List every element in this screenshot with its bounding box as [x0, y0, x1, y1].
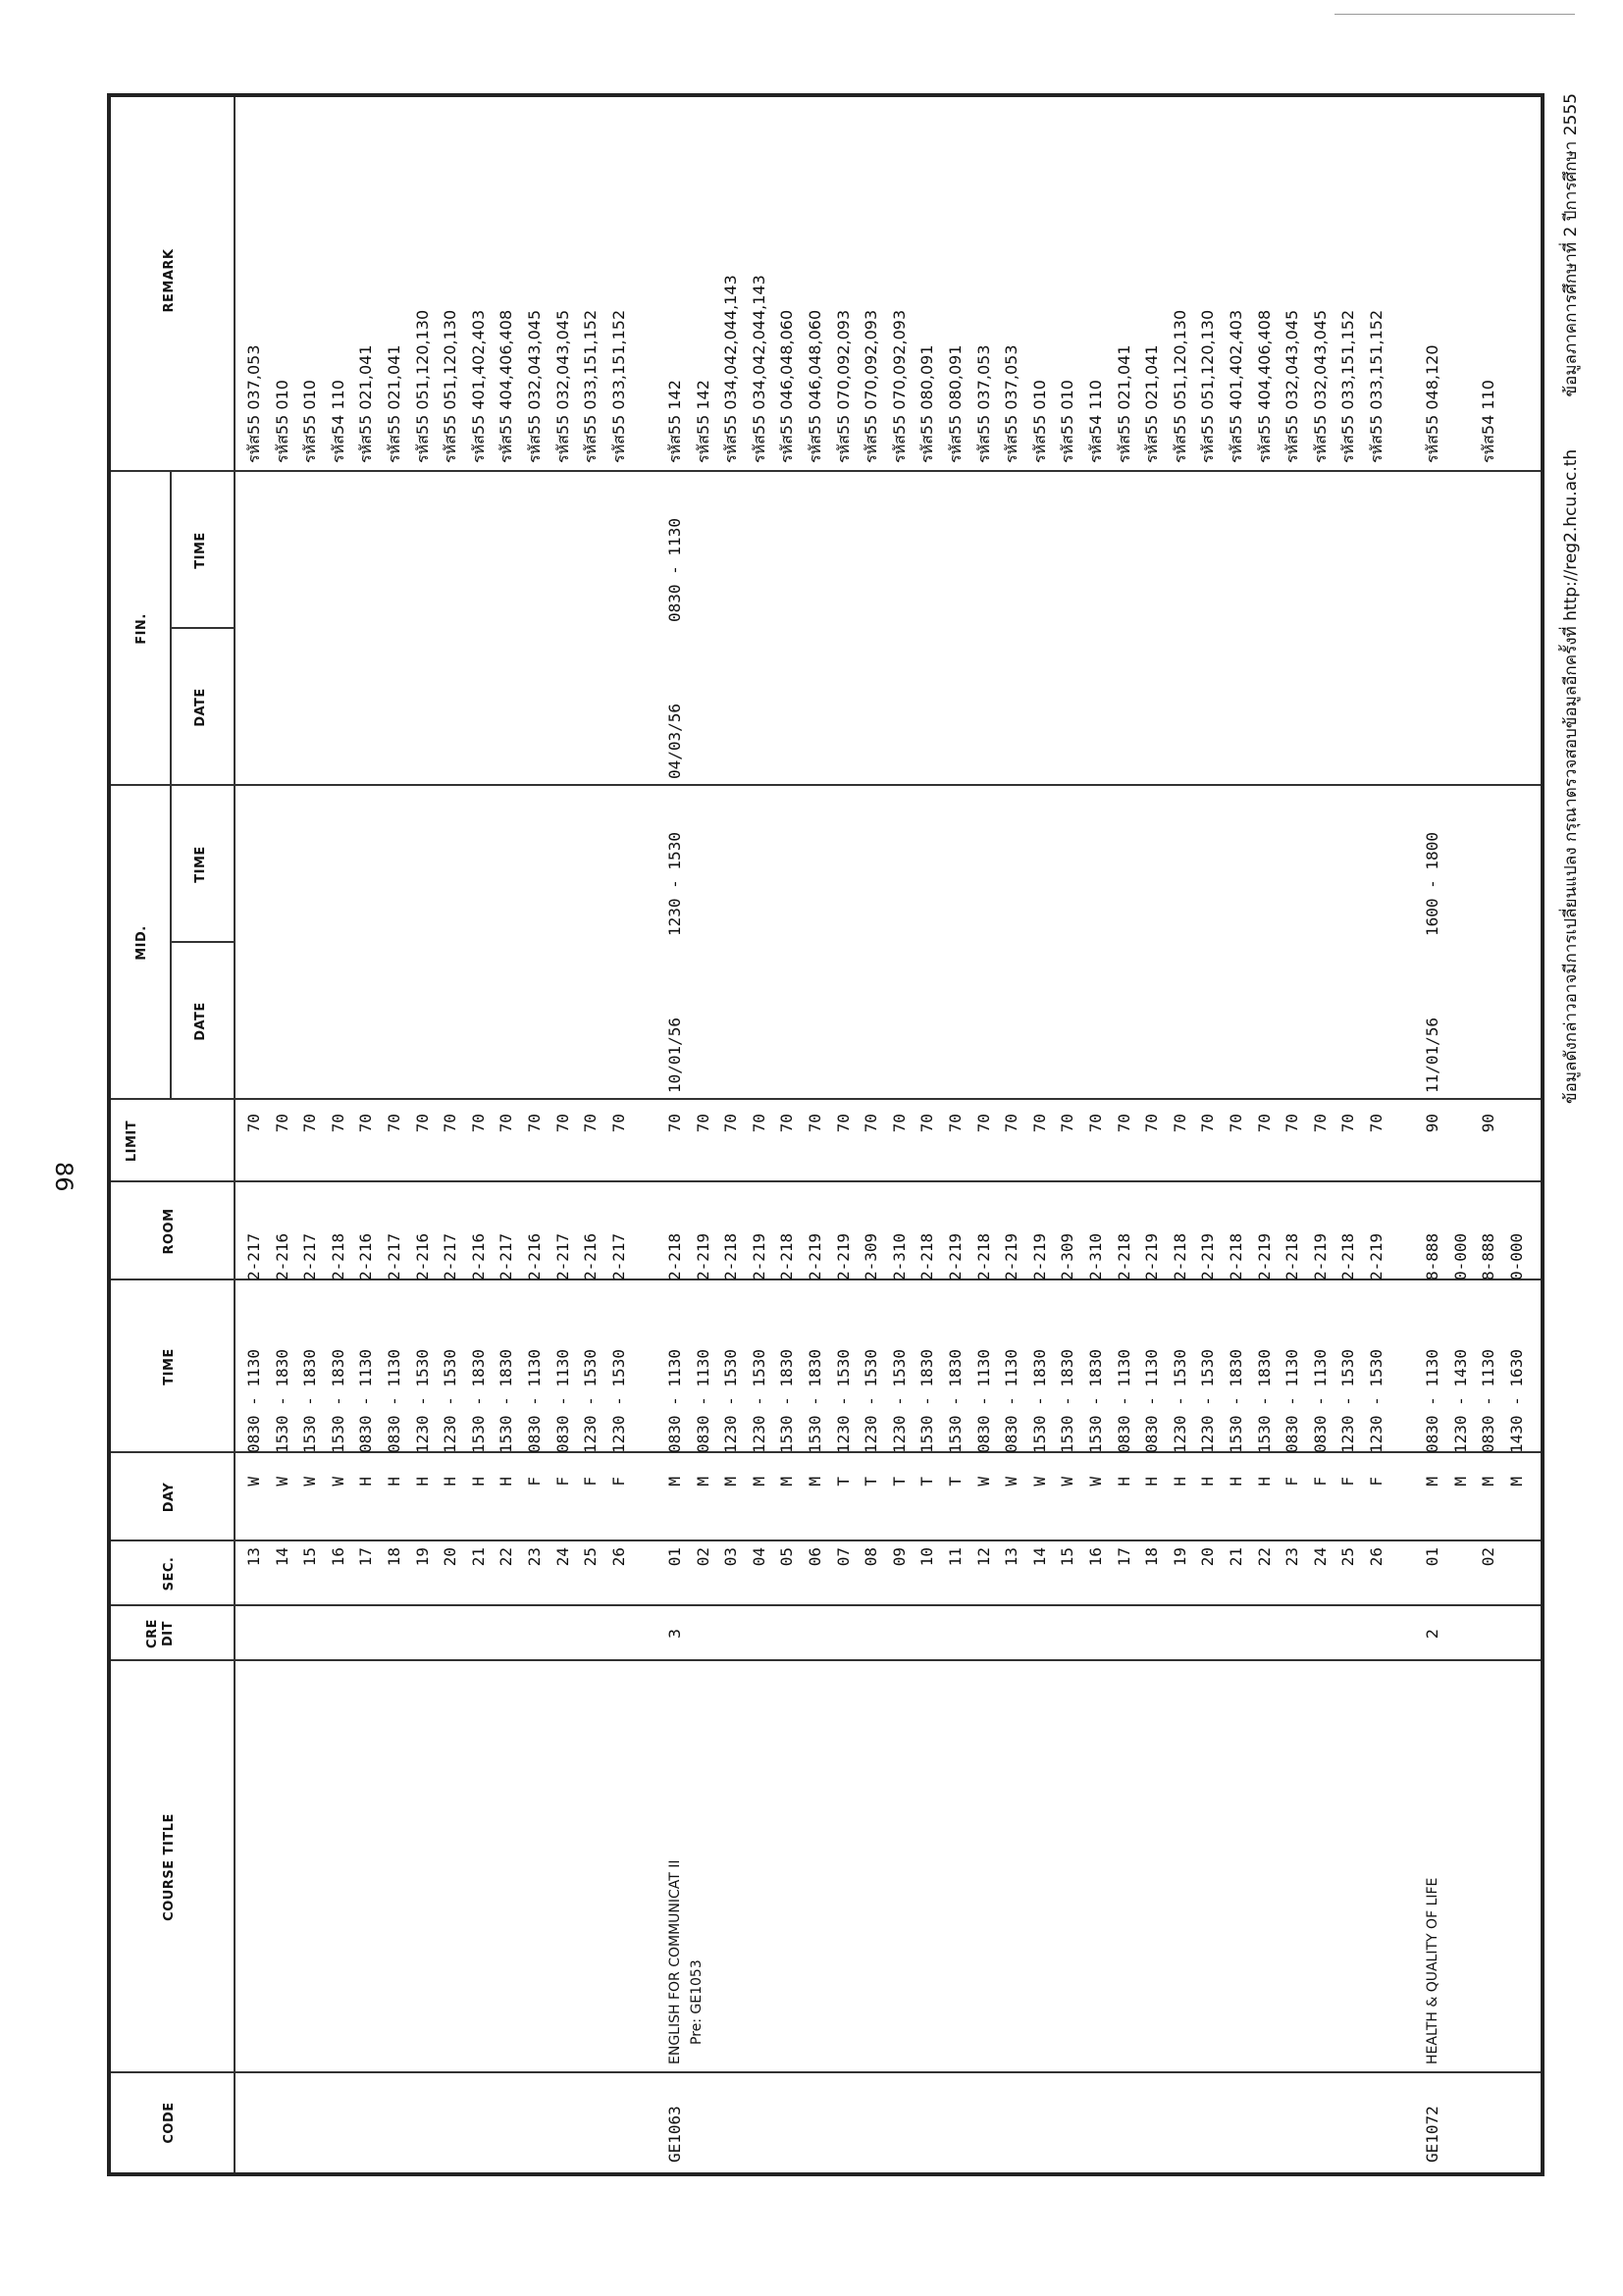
section-room: 2-219 [1198, 1232, 1218, 1280]
section-limit: 70 [328, 1114, 347, 1133]
section-time: 0830 - 1130 [665, 1349, 684, 1453]
section-day: H [1114, 1477, 1133, 1487]
section-limit: 70 [1170, 1114, 1189, 1133]
header-fin-date: DATE [193, 688, 208, 727]
section-day: F [1283, 1477, 1302, 1487]
section-time: 1230 - 1530 [833, 1349, 853, 1453]
section-remark: รหัส55 037,053 [244, 344, 263, 463]
course-title: HEALTH & QUALITY OF LIFE [1425, 1877, 1441, 2064]
section-number: 12 [973, 1547, 993, 1567]
section-time: 1230 - 1530 [1170, 1349, 1189, 1453]
section-day: H [497, 1477, 516, 1487]
section-limit: 70 [1367, 1114, 1386, 1133]
section-remark: รหัส55 037,053 [1002, 344, 1021, 463]
section-limit: 70 [1114, 1114, 1133, 1133]
section-room: 2-219 [1254, 1232, 1274, 1280]
header-course-title: COURSE TITLE [162, 1813, 177, 1921]
section-time: 1530 - 1830 [1254, 1349, 1274, 1453]
section-limit: 70 [917, 1114, 937, 1133]
section-room: 2-309 [1058, 1232, 1077, 1280]
fin-time: 0830 - 1130 [665, 518, 684, 622]
section-room: 2-216 [581, 1232, 601, 1280]
section-room: 2-218 [917, 1232, 937, 1280]
section-time: 1530 - 1830 [468, 1349, 488, 1453]
section-room: 2-217 [608, 1232, 628, 1280]
section-remark: รหัส55 021,041 [385, 344, 403, 463]
mid-date: 10/01/56 [665, 1017, 684, 1093]
section-time: 1230 - 1530 [889, 1349, 909, 1453]
section-limit: 70 [272, 1114, 291, 1133]
section-remark: รหัส55 033,151,152 [581, 309, 601, 463]
section-number: 26 [608, 1547, 628, 1567]
section-time: 1530 - 1830 [806, 1349, 824, 1453]
section-limit: 70 [412, 1114, 432, 1133]
section-limit: 70 [552, 1114, 572, 1133]
section-number: 05 [777, 1547, 797, 1567]
section-day: M [806, 1477, 824, 1487]
section-remark: รหัส55 032,043,045 [1310, 309, 1330, 463]
section-day: H [468, 1477, 488, 1487]
section-time: 1230 - 1430 [1450, 1349, 1470, 1453]
col-line [111, 470, 1541, 472]
section-limit: 90 [1479, 1114, 1498, 1133]
section-limit: 70 [468, 1114, 488, 1133]
section-day: T [946, 1477, 965, 1487]
header-remark: REMARK [162, 248, 177, 313]
section-remark: รหัส55 021,041 [1114, 344, 1133, 463]
header-mid-time: TIME [193, 846, 208, 883]
section-day: M [1479, 1477, 1498, 1487]
fin-date: 04/03/56 [665, 703, 684, 779]
section-remark: รหัส55 034,042,044,143 [721, 275, 741, 463]
mid-time: 1600 - 1800 [1423, 832, 1442, 936]
course-credit: 2 [1423, 1628, 1442, 1640]
section-time: 0830 - 1130 [1479, 1349, 1498, 1453]
section-room: 2-217 [441, 1232, 460, 1280]
section-number: 11 [946, 1547, 965, 1567]
section-limit: 70 [581, 1114, 601, 1133]
section-time: 0830 - 1130 [973, 1349, 993, 1453]
section-remark: รหัส55 051,120,130 [1198, 309, 1218, 463]
header-day: DAY [162, 1482, 177, 1513]
section-number: 10 [917, 1547, 937, 1567]
section-room: 2-216 [412, 1232, 432, 1280]
section-day: W [328, 1477, 347, 1487]
section-limit: 70 [1086, 1114, 1105, 1133]
section-day: W [1029, 1477, 1049, 1487]
section-remark: รหัส55 051,120,130 [412, 309, 432, 463]
section-time: 0830 - 1130 [1310, 1349, 1330, 1453]
section-remark: รหัส55 021,041 [356, 344, 376, 463]
section-number: 14 [272, 1547, 291, 1567]
section-number: 23 [525, 1547, 544, 1567]
section-room: 2-219 [1002, 1232, 1021, 1280]
section-number: 15 [300, 1547, 320, 1567]
section-day: W [1058, 1477, 1077, 1487]
col-line [111, 1098, 1541, 1100]
header-time: TIME [162, 1348, 177, 1385]
section-limit: 70 [806, 1114, 824, 1133]
section-limit: 70 [889, 1114, 909, 1133]
section-limit: 70 [721, 1114, 741, 1133]
section-number: 25 [581, 1547, 601, 1567]
section-limit: 70 [1338, 1114, 1358, 1133]
course-code: GE1072 [1423, 2106, 1442, 2163]
section-time: 1530 - 1830 [946, 1349, 965, 1453]
section-room: 2-216 [356, 1232, 376, 1280]
section-number: 21 [1227, 1547, 1245, 1567]
section-room: 2-219 [1142, 1232, 1162, 1280]
section-number: 24 [552, 1547, 572, 1567]
section-limit: 70 [946, 1114, 965, 1133]
section-day: F [1367, 1477, 1386, 1487]
section-limit: 90 [1423, 1114, 1442, 1133]
section-remark: รหัส55 034,042,044,143 [749, 275, 768, 463]
section-number: 20 [441, 1547, 460, 1567]
section-limit: 70 [749, 1114, 768, 1133]
section-day: H [356, 1477, 376, 1487]
section-day: F [1310, 1477, 1330, 1487]
section-remark: รหัส54 110 [328, 380, 347, 463]
section-time: 0830 - 1130 [1114, 1349, 1133, 1453]
section-time: 1530 - 1830 [1086, 1349, 1105, 1453]
section-time: 1230 - 1530 [721, 1349, 741, 1453]
section-day: M [693, 1477, 712, 1487]
section-day: H [385, 1477, 403, 1487]
section-limit: 70 [1142, 1114, 1162, 1133]
section-remark: รหัส55 048,120 [1423, 344, 1442, 463]
section-number: 19 [1170, 1547, 1189, 1567]
section-room: 2-219 [1367, 1232, 1386, 1280]
section-limit: 70 [497, 1114, 516, 1133]
section-number: 02 [693, 1547, 712, 1567]
rotated-page [107, 93, 1600, 2176]
section-remark: รหัส55 142 [693, 380, 712, 463]
section-time: 0830 - 1130 [693, 1349, 712, 1453]
section-day: H [1254, 1477, 1274, 1487]
section-room: 8-888 [1423, 1232, 1442, 1280]
section-number: 22 [1254, 1547, 1274, 1567]
section-time: 0830 - 1130 [525, 1349, 544, 1453]
section-time: 1230 - 1530 [749, 1349, 768, 1453]
header-fin-time: TIME [193, 532, 208, 569]
header-credit: CRE DIT [145, 1619, 176, 1648]
col-line [111, 1659, 1541, 1661]
section-remark: รหัส55 010 [1029, 380, 1049, 463]
section-number: 22 [497, 1547, 516, 1567]
section-day: W [1086, 1477, 1105, 1487]
section-limit: 70 [1058, 1114, 1077, 1133]
section-day: F [581, 1477, 601, 1487]
section-room: 2-219 [946, 1232, 965, 1280]
section-number: 01 [665, 1547, 684, 1567]
section-day: H [412, 1477, 432, 1487]
section-time: 1230 - 1530 [1367, 1349, 1386, 1453]
section-limit: 70 [693, 1114, 712, 1133]
section-time: 1530 - 1830 [917, 1349, 937, 1453]
section-day: T [862, 1477, 881, 1487]
section-day: T [917, 1477, 937, 1487]
section-time: 1230 - 1530 [862, 1349, 881, 1453]
subheader-line [170, 472, 172, 1100]
section-number: 26 [1367, 1547, 1386, 1567]
section-day: W [973, 1477, 993, 1487]
section-remark: รหัส55 080,091 [917, 344, 937, 463]
section-remark: รหัส55 401,402,403 [468, 309, 488, 463]
section-day: M [1507, 1477, 1526, 1487]
section-room: 2-217 [497, 1232, 516, 1280]
section-day: H [1227, 1477, 1245, 1487]
section-room: 2-219 [1310, 1232, 1330, 1280]
section-day: W [244, 1477, 263, 1487]
section-day: W [300, 1477, 320, 1487]
course-credit: 3 [665, 1628, 684, 1640]
section-remark: รหัส55 080,091 [946, 344, 965, 463]
section-remark: รหัส55 010 [272, 380, 291, 463]
section-remark: รหัส54 110 [1086, 380, 1105, 463]
section-number: 16 [1086, 1547, 1105, 1567]
header-mid-date: DATE [193, 1002, 208, 1041]
section-number: 21 [468, 1547, 488, 1567]
section-number: 23 [1283, 1547, 1302, 1567]
header-code: CODE [162, 2102, 177, 2144]
section-remark: รหัส55 021,041 [1142, 344, 1162, 463]
section-time: 1230 - 1530 [581, 1349, 601, 1453]
section-remark: รหัส55 010 [1058, 380, 1077, 463]
section-time: 1530 - 1830 [1058, 1349, 1077, 1453]
section-room: 2-219 [806, 1232, 824, 1280]
section-remark: รหัส55 046,048,060 [777, 309, 797, 463]
section-room: 2-219 [693, 1232, 712, 1280]
top-rule [1335, 14, 1575, 15]
section-room: 2-218 [1227, 1232, 1245, 1280]
section-room: 2-218 [665, 1232, 684, 1280]
section-remark: รหัส55 046,048,060 [806, 309, 824, 463]
section-limit: 70 [1283, 1114, 1302, 1133]
header-sec: SEC. [162, 1556, 177, 1592]
mid-date: 11/01/56 [1423, 1017, 1442, 1093]
section-remark: รหัส55 032,043,045 [552, 309, 572, 463]
footer-note: ข้อมูลดังกล่าวอาจมีการเปลี่ยนแปลง กรุณาตรวจสอบข้อมูลอีกครั้งที่ http://reg2.hcu.ac.th [1561, 448, 1581, 1104]
section-day: T [833, 1477, 853, 1487]
section-number: 25 [1338, 1547, 1358, 1567]
section-remark: รหัส55 051,120,130 [1170, 309, 1189, 463]
course-prerequisite: Pre: GE1053 [689, 1959, 705, 2045]
section-limit: 70 [1310, 1114, 1330, 1133]
section-limit: 70 [608, 1114, 628, 1133]
section-room: 2-218 [973, 1232, 993, 1280]
section-room: 2-309 [862, 1232, 881, 1280]
section-time: 1230 - 1530 [1198, 1349, 1218, 1453]
section-limit: 70 [833, 1114, 853, 1133]
section-room: 2-216 [525, 1232, 544, 1280]
section-room: 2-310 [1086, 1232, 1105, 1280]
section-day: M [1450, 1477, 1470, 1487]
section-remark: รหัส55 404,406,408 [1254, 309, 1274, 463]
header-limit: LIMIT [125, 1120, 139, 1163]
section-time: 1430 - 1630 [1507, 1349, 1526, 1453]
section-room: 2-219 [749, 1232, 768, 1280]
section-day: H [1170, 1477, 1189, 1487]
section-room: 2-217 [552, 1232, 572, 1280]
section-limit: 70 [777, 1114, 797, 1133]
section-day: M [721, 1477, 741, 1487]
section-time: 1530 - 1830 [497, 1349, 516, 1453]
section-limit: 70 [862, 1114, 881, 1133]
section-limit: 70 [441, 1114, 460, 1133]
section-remark: รหัส55 401,402,403 [1227, 309, 1245, 463]
section-number: 15 [1058, 1547, 1077, 1567]
section-number: 24 [1310, 1547, 1330, 1567]
section-remark: รหัส55 070,092,093 [889, 309, 909, 463]
section-day: F [608, 1477, 628, 1487]
section-number: 08 [862, 1547, 881, 1567]
section-room: 2-310 [889, 1232, 909, 1280]
section-remark: รหัส55 033,151,152 [1338, 309, 1358, 463]
section-remark: รหัส55 070,092,093 [862, 309, 881, 463]
section-room: 8-888 [1479, 1232, 1498, 1280]
section-number: 01 [1423, 1547, 1442, 1567]
section-number: 06 [806, 1547, 824, 1567]
section-number: 04 [749, 1547, 768, 1567]
section-limit: 70 [973, 1114, 993, 1133]
section-time: 1530 - 1830 [272, 1349, 291, 1453]
section-limit: 70 [244, 1114, 263, 1133]
course-title: ENGLISH FOR COMMUNICAT II [667, 1859, 683, 2064]
section-limit: 70 [300, 1114, 320, 1133]
section-number: 19 [412, 1547, 432, 1567]
section-number: 14 [1029, 1547, 1049, 1567]
section-time: 0830 - 1130 [1142, 1349, 1162, 1453]
header-note: ข้อมูลภาคการศึกษาที่ 2 ปีการศึกษา 2555 [1561, 93, 1581, 397]
section-time: 1230 - 1530 [441, 1349, 460, 1453]
section-remark: รหัส55 142 [665, 380, 684, 463]
section-time: 0830 - 1130 [1002, 1349, 1021, 1453]
col-line [111, 2071, 1541, 2073]
section-number: 09 [889, 1547, 909, 1567]
section-room: 2-218 [1338, 1232, 1358, 1280]
section-remark: รหัส54 110 [1479, 380, 1498, 463]
section-day: M [777, 1477, 797, 1487]
section-time: 1530 - 1830 [1227, 1349, 1245, 1453]
page-number: 86 [50, 1162, 78, 1192]
section-room: 2-217 [244, 1232, 263, 1280]
section-limit: 70 [665, 1114, 684, 1133]
section-number: 03 [721, 1547, 741, 1567]
section-remark: รหัส55 033,151,152 [608, 309, 628, 463]
section-room: 2-216 [468, 1232, 488, 1280]
section-day: H [1142, 1477, 1162, 1487]
col-line [111, 784, 1541, 786]
section-room: 2-217 [300, 1232, 320, 1280]
section-time: 0830 - 1130 [356, 1349, 376, 1453]
section-limit: 70 [356, 1114, 376, 1133]
section-day: F [552, 1477, 572, 1487]
section-time: 1230 - 1530 [608, 1349, 628, 1453]
section-time: 0830 - 1130 [244, 1349, 263, 1453]
section-number: 18 [1142, 1547, 1162, 1567]
section-day: T [889, 1477, 909, 1487]
section-room: 2-219 [833, 1232, 853, 1280]
header-room: ROOM [162, 1208, 177, 1255]
section-day: F [525, 1477, 544, 1487]
section-remark: รหัส55 032,043,045 [525, 309, 544, 463]
section-room: 2-218 [1170, 1232, 1189, 1280]
section-day: M [1423, 1477, 1442, 1487]
section-limit: 70 [1198, 1114, 1218, 1133]
section-remark: รหัส55 051,120,130 [441, 309, 460, 463]
section-day: H [1198, 1477, 1218, 1487]
section-number: 13 [244, 1547, 263, 1567]
header-fin: FIN. [134, 613, 149, 645]
section-room: 2-216 [272, 1232, 291, 1280]
section-room: 2-219 [1029, 1232, 1049, 1280]
schedule-table [107, 93, 1544, 2176]
section-room: 2-218 [777, 1232, 797, 1280]
section-room: 2-217 [385, 1232, 403, 1280]
section-time: 1230 - 1530 [412, 1349, 432, 1453]
section-number: 16 [328, 1547, 347, 1567]
section-room: 2-218 [328, 1232, 347, 1280]
section-time: 0830 - 1130 [1423, 1349, 1442, 1453]
section-limit: 70 [1029, 1114, 1049, 1133]
header-separator [234, 97, 236, 2172]
section-remark: รหัส55 032,043,045 [1283, 309, 1302, 463]
section-time: 1230 - 1530 [1338, 1349, 1358, 1453]
section-day: W [272, 1477, 291, 1487]
section-number: 13 [1002, 1547, 1021, 1567]
course-code: GE1063 [665, 2106, 684, 2163]
section-time: 0830 - 1130 [1283, 1349, 1302, 1453]
section-room: 2-218 [1114, 1232, 1133, 1280]
section-room: 2-218 [1283, 1232, 1302, 1280]
section-number: 17 [1114, 1547, 1133, 1567]
section-room: 2-218 [721, 1232, 741, 1280]
section-remark: รหัส55 037,053 [973, 344, 993, 463]
section-day: H [441, 1477, 460, 1487]
section-limit: 70 [385, 1114, 403, 1133]
section-limit: 70 [1002, 1114, 1021, 1133]
section-day: F [1338, 1477, 1358, 1487]
section-limit: 70 [525, 1114, 544, 1133]
section-limit: 70 [1254, 1114, 1274, 1133]
section-remark: รหัส55 404,406,408 [497, 309, 516, 463]
section-remark: รหัส55 070,092,093 [833, 309, 853, 463]
section-room: 0-000 [1450, 1232, 1470, 1280]
section-time: 1530 - 1830 [1029, 1349, 1049, 1453]
section-time: 0830 - 1130 [385, 1349, 403, 1453]
section-number: 02 [1479, 1547, 1498, 1567]
section-limit: 70 [1227, 1114, 1245, 1133]
section-number: 20 [1198, 1547, 1218, 1567]
section-time: 0830 - 1130 [552, 1349, 572, 1453]
section-number: 07 [833, 1547, 853, 1567]
section-time: 1530 - 1830 [328, 1349, 347, 1453]
section-remark: รหัส55 033,151,152 [1367, 309, 1386, 463]
section-number: 17 [356, 1547, 376, 1567]
header-mid: MID. [134, 925, 149, 961]
section-time: 1530 - 1830 [300, 1349, 320, 1453]
section-day: W [1002, 1477, 1021, 1487]
mid-time: 1230 - 1530 [665, 832, 684, 936]
section-day: M [665, 1477, 684, 1487]
section-time: 1530 - 1830 [777, 1349, 797, 1453]
section-number: 18 [385, 1547, 403, 1567]
section-remark: รหัส55 010 [300, 380, 320, 463]
section-day: M [749, 1477, 768, 1487]
section-room: 0-000 [1507, 1232, 1526, 1280]
